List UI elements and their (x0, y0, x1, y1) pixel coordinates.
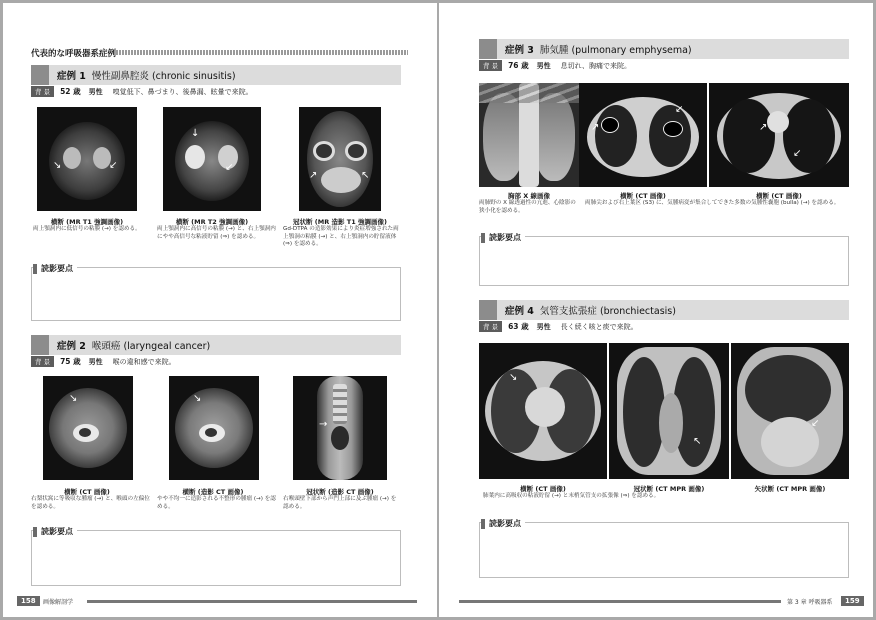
case3-image-3-title: 横断 (CT 画像) (756, 192, 802, 200)
arrow-icon: ↙ (793, 148, 802, 159)
left-page (3, 3, 437, 617)
case4-symptoms: 長く続く咳と痰で来院。 (560, 322, 638, 331)
arrow-icon: ↙ (109, 160, 118, 171)
case2-age: 75 歳 (60, 357, 81, 366)
case3-symptoms: 息切れ、胸痛で来院。 (560, 61, 632, 70)
right-page (439, 3, 873, 617)
arrow-icon: ↘ (193, 393, 202, 404)
footer-stripe-right (459, 600, 781, 603)
case1-symptoms: 嗅覚低下、鼻づまり、後鼻漏、眩暈で来院。 (112, 87, 253, 96)
footer-chapter-right: 第 3 章 呼吸器系 (787, 599, 833, 606)
case4-image-1 (479, 343, 607, 479)
case1-sex: 男性 (88, 87, 103, 96)
arrow-icon: ↗ (309, 170, 318, 181)
case1-title: 慢性副鼻腔炎 (chronic sinusitis) (91, 71, 236, 82)
case2-sex: 男性 (88, 357, 103, 366)
case3-sex: 男性 (536, 61, 551, 70)
case1-image-3-title: 冠状断 (MR 造影 T1 強調画像) (293, 218, 387, 226)
page-number-left: 158 (17, 596, 40, 606)
case1-header (31, 65, 401, 85)
arrow-icon: ↙ (675, 104, 684, 115)
case1-image-2-title: 横断 (MR T2 強調画像) (175, 218, 249, 226)
case2-image-2-caption: やや不均一に造影される不整形の腫瘤 (→) を認める。 (157, 496, 276, 510)
arrow-icon: → (319, 419, 328, 430)
case2-image-1 (43, 376, 133, 480)
page-number-right: 159 (841, 596, 864, 606)
case3-key-points-heading: 読影要点 (481, 232, 525, 243)
case3-image-2-title: 横断 (CT 画像) (620, 192, 666, 200)
case2-key-points-heading: 読影要点 (33, 526, 77, 537)
case4-number: 症例 4 (505, 306, 534, 317)
case3-image-1-title: 胸部 X 線画像 (507, 192, 551, 200)
case3-background (479, 59, 631, 72)
case1-bg-chip: 背 景 (31, 86, 54, 97)
case3-image-1-caption: 両肺野の X 線透過性の亢進、心陰影の狭小化を認める。 (479, 200, 576, 214)
case4-image-2-title: 冠状断 (CT MPR 画像) (633, 485, 705, 493)
case4-title: 気管支拡張症 (bronchiectasis) (539, 306, 676, 317)
case3-bg-chip: 背 景 (479, 60, 502, 71)
case2-header (31, 335, 401, 355)
arrow-icon: ↖ (361, 170, 370, 181)
case2-image-1-caption: 右梨状窩に等吸収な腫瘤 (→) と、喉頭の左偏位を認める。 (31, 496, 150, 510)
case2-image-2 (169, 376, 259, 480)
case4-image-3-title: 矢状断 (CT MPR 画像) (754, 485, 826, 493)
case3-title: 肺気腫 (pulmonary emphysema) (539, 45, 692, 56)
case1-image-3-caption: Gd-DTPA の造影効果により炎症増強された両上顎洞の粘膜 (→) と、右上顎洞内の貯留液体 (⇒) を認める。 (283, 226, 399, 247)
case1-image-1 (37, 107, 137, 211)
case2-number: 症例 2 (57, 341, 86, 352)
arrow-icon: ↓ (191, 128, 200, 139)
arrow-icon: ↘ (53, 160, 62, 171)
case3-header (479, 39, 849, 59)
case2-image-3-caption: 右喉頭壁下部から声門上部に及ぶ腫瘤 (→) を認める。 (283, 496, 397, 510)
case3-image-3 (709, 83, 849, 187)
case2-image-3-title: 冠状断 (造影 CT 画像) (306, 488, 374, 496)
case1-image-2 (163, 107, 261, 211)
case4-background (479, 320, 638, 333)
case2-title: 喉頭癌 (laryngeal cancer) (91, 341, 211, 352)
case3-image-2-caption: 両肺尖および右上葉区 (S3) に、気腫病変が集合してできた多数の気腫性嚢胞 (bulla) (→) を認める。 (585, 200, 840, 206)
case4-image-1-caption: 肺葉内に高吸収の粘液貯留 (→) と末梢気管支の拡張像 (⇒) を認める。 (483, 493, 660, 499)
arrow-icon: ↙ (811, 418, 820, 429)
case2-key-points-box (31, 530, 401, 586)
case1-header-tab (31, 65, 49, 85)
case3-key-points-box (479, 236, 849, 286)
case2-image-1-title: 横断 (CT 画像) (64, 488, 110, 496)
case1-key-points-heading: 読影要点 (33, 263, 77, 274)
footer-chapter-left: 画像解剖学 (43, 599, 74, 606)
case1-image-1-title: 横断 (MR T1 強調画像) (50, 218, 124, 226)
case3-image-2 (579, 83, 707, 187)
case2-bg-chip: 背 景 (31, 356, 54, 367)
case4-image-1-title: 横断 (CT 画像) (520, 485, 566, 493)
case1-image-3 (299, 107, 381, 211)
case1-number: 症例 1 (57, 71, 86, 82)
case2-symptoms: 喉の違和感で来院。 (112, 357, 176, 366)
arrow-icon: ↗ (591, 122, 600, 133)
case4-sex: 男性 (536, 322, 551, 331)
footer-stripe-left (87, 600, 417, 603)
arrow-icon: ↘ (509, 372, 518, 383)
case4-bg-chip: 背 景 (479, 321, 502, 332)
case4-age: 63 歳 (508, 322, 529, 331)
arrow-icon: ↘ (69, 393, 78, 404)
case3-image-1 (479, 83, 579, 187)
case4-key-points-heading: 読影要点 (481, 518, 525, 529)
case1-image-2-caption: 両上顎洞内に高信号の粘膜 (→) と、右上顎洞内にやや高信号な粘液貯留 (⇒) を認める。 (157, 226, 276, 240)
case3-number: 症例 3 (505, 45, 534, 56)
case4-key-points-box (479, 522, 849, 578)
section-title: 代表的な呼吸器系症例 (31, 49, 117, 59)
case1-key-points-box (31, 267, 401, 321)
case3-age: 76 歳 (508, 61, 529, 70)
case4-image-2 (609, 343, 729, 479)
arrow-icon: ↙ (225, 162, 234, 173)
case1-age: 52 歳 (60, 87, 81, 96)
case4-header (479, 300, 849, 320)
section-title-rule (116, 50, 408, 55)
case2-image-3 (293, 376, 387, 480)
case1-image-1-caption: 両上顎洞内に低信号の粘膜 (→) を認める。 (33, 226, 141, 232)
case2-background (31, 355, 176, 368)
case4-image-3 (731, 343, 849, 479)
case2-image-2-title: 横断 (造影 CT 画像) (182, 488, 244, 496)
case1-background (31, 85, 253, 98)
arrow-icon: ↗ (759, 122, 768, 133)
arrow-icon: ↖ (693, 436, 702, 447)
